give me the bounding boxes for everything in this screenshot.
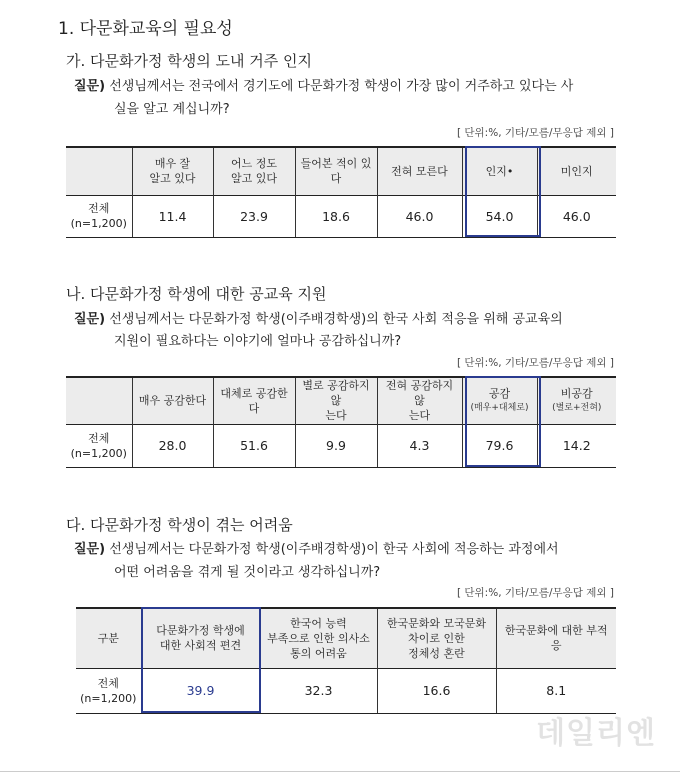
watermark-logo: 데일리엔 xyxy=(536,716,656,751)
header-cell: 한국문화에 대한 부적 응 xyxy=(496,608,616,668)
highlight-box xyxy=(465,146,541,237)
value-cell: 9.9 xyxy=(295,424,377,467)
part-c-unit-note: [ 단위:%, 기타/모름/무응답 제외 ] xyxy=(456,587,614,599)
part-a-heading: 가. 다문화가정 학생의 도내 거주 인지 xyxy=(66,52,312,70)
part-b-unit-note: [ 단위:%, 기타/모름/무응답 제외 ] xyxy=(456,357,614,369)
header-cell-disagree xyxy=(537,377,616,424)
corner-cell xyxy=(66,377,132,424)
value-cell: 51.6 xyxy=(213,424,295,467)
part-b-heading: 나. 다문화가정 학생에 대한 공교육 지원 xyxy=(66,285,327,303)
header-subtitle: (매우+대체로) xyxy=(470,402,529,413)
part-a-unit-note: [ 단위:%, 기타/모름/무응답 제외 ] xyxy=(456,127,614,139)
value-cell: 4.3 xyxy=(377,424,462,467)
question-label: 질문) xyxy=(74,312,106,327)
header-cell: 한국문화와 모국문화 차이로 인한 정체성 혼란 xyxy=(377,608,496,668)
question-label: 질문) xyxy=(74,542,106,557)
section-title: 1. 다문화교육의 필요성 xyxy=(58,19,233,39)
part-c-question-cont: 어떤 어려움을 겪게 될 것이라고 생각하십니까? xyxy=(114,565,381,580)
header-subtitle: (별로+전혀) xyxy=(552,402,602,413)
value-cell: 79.6 xyxy=(462,424,537,467)
corner-cell: 구분 xyxy=(76,608,141,668)
part-b-question-cont: 지원이 필요하다는 이야기에 얼마나 공감하십니까? xyxy=(114,334,402,349)
part-a-question xyxy=(74,76,573,98)
header-cell: 인지• xyxy=(462,147,537,195)
value-cell: 16.6 xyxy=(377,668,496,713)
header-cell: 전혀 공감하지 않 는다 xyxy=(377,377,462,424)
value-cell: 46.0 xyxy=(377,195,462,237)
value-cell: 32.3 xyxy=(260,668,377,713)
highlight-box xyxy=(465,376,541,467)
header-cell: 대체로 공감한다 xyxy=(213,377,295,424)
header-cell: 어느 정도 알고 있다 xyxy=(213,147,295,195)
question-line-1: 선생님께서는 전국에서 경기도에 다문화가정 학생이 가장 많이 거주하고 있다는 사 xyxy=(109,79,574,94)
value-cell: 11.4 xyxy=(132,195,213,237)
part-c-heading: 다. 다문화가정 학생이 겪는 어려움 xyxy=(66,516,293,534)
value-cell: 28.0 xyxy=(132,424,213,467)
question-line-1: 선생님께서는 다문화가정 학생(이주배경학생)의 한국 사회 적응을 위해 공교육의 xyxy=(109,312,563,327)
value-cell: 18.6 xyxy=(295,195,377,237)
header-cell: 전혀 모른다 xyxy=(377,147,462,195)
row-label: 전체 (n=1,200) xyxy=(66,195,132,237)
value-cell: 14.2 xyxy=(537,424,616,467)
header-title: 공감 xyxy=(488,386,511,400)
header-cell: 다문화가정 학생에 대한 사회적 편견 xyxy=(141,608,260,668)
corner-cell xyxy=(66,147,132,195)
row-label: 전체 (n=1,200) xyxy=(76,668,141,713)
value-cell: 23.9 xyxy=(213,195,295,237)
question-label: 질문) xyxy=(74,79,106,94)
header-cell: 들어본 적이 있다 xyxy=(295,147,377,195)
value-cell: 8.1 xyxy=(496,668,616,713)
header-cell: 미인지 xyxy=(537,147,616,195)
part-b-question xyxy=(74,309,563,331)
header-cell: 매우 공감한다 xyxy=(132,377,213,424)
part-a-question-cont: 실을 알고 계십니까? xyxy=(114,102,230,117)
header-cell: 매우 잘 알고 있다 xyxy=(132,147,213,195)
part-c-question xyxy=(74,539,559,561)
header-cell: 한국어 능력 부족으로 인한 의사소 통의 어려움 xyxy=(260,608,377,668)
highlight-box xyxy=(141,607,261,713)
question-line-1: 선생님께서는 다문화가정 학생(이주배경학생)이 한국 사회에 적응하는 과정에서 xyxy=(109,542,559,557)
header-title: 비공감 xyxy=(560,386,593,400)
divider xyxy=(0,771,680,772)
value-cell: 46.0 xyxy=(537,195,616,237)
header-cell: 별로 공감하지 않 는다 xyxy=(295,377,377,424)
value-cell: 54.0 xyxy=(462,195,537,237)
value-cell: 39.9 xyxy=(141,668,260,713)
row-label: 전체 (n=1,200) xyxy=(66,424,132,467)
